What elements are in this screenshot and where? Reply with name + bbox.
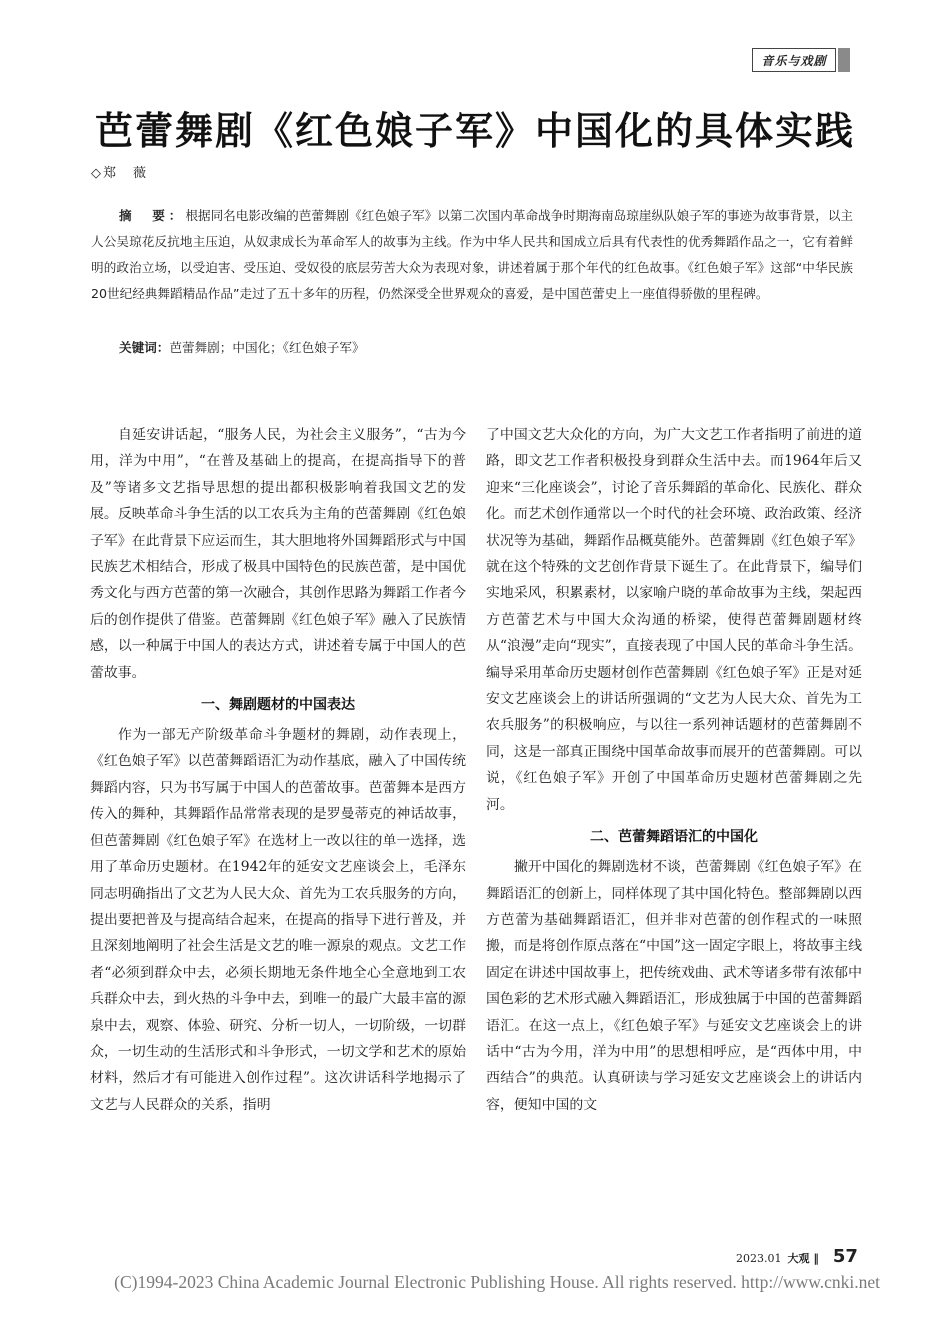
keywords-text: 芭蕾舞剧；中国化；《红色娘子军》 — [169, 340, 365, 355]
section-tag: 音乐与戏剧 — [752, 48, 836, 72]
section-heading-1: 一、舞剧题材的中国表达 — [201, 697, 355, 714]
body-column-right — [486, 422, 862, 1118]
article-title: 芭蕾舞剧《红色娘子军》中国化的具体实践 — [94, 109, 855, 153]
magazine-name: 大观 ‖ — [787, 1252, 819, 1265]
page-number: 57 — [832, 1246, 858, 1267]
abstract — [91, 203, 853, 307]
abstract-text: 根据同名电影改编的芭蕾舞剧《红色娘子军》以第二次国内革命战争时期海南岛琼崖纵队娘子军的事迹为故事背景，以主人公吴琼花反抗地主压迫，从奴隶成长为革命军人的故事为主线。作为中华人民共和国成立后具有代表性的优秀舞蹈作品之一，它有着鲜明的政治立场，以受迫害、受压迫、受奴役的底层劳苦大众为表现对象，讲述着属于那个年代的红色故事。《红色娘子军》这部“中华民族20世纪经典舞蹈精品作品”走过了五十多年的历程，仍然深受全世界观众的喜爱，是中国芭蕾史上一座值得骄傲的里程碑。 — [91, 208, 854, 301]
abstract-label: 摘 要： — [119, 208, 186, 223]
keywords-label: 关键词： — [119, 340, 170, 355]
page-footer — [736, 1246, 858, 1267]
paragraph: 作为一部无产阶级革命斗争题材的舞剧，动作表现上，《红色娘子军》以芭蕾舞蹈语汇为动作基底，融入了中国传统舞蹈内容，只为书写属于中国人的芭蕾故事。芭蕾舞本是西方传入的舞种，其舞蹈作品常常表现的是罗曼蒂克的神话故事，但芭蕾舞剧《红色娘子军》在选材上一改以往的单一选择，选用了革命历史题材。在1942年的延安文艺座谈会上，毛泽东同志明确指出了文艺为人民大众、首先为工农兵服务的方向，提出要把普及与提高结合起来，在提高的指导下进行普及，并且深刻地阐明了社会生活是文艺的唯一源泉的观点。文艺工作者“必须到群众中去，必须长期地无条件地全心全意地到工农兵群众中去，到火热的斗争中去，到唯一的最广大最丰富的源泉中去，观察、体验、研究、分析一切人，一切阶级，一切群众，一切生动的生活形式和斗争形式，一切文学和艺术的原始材料，然后才有可能进入创作过程”。这次讲话科学地揭示了文艺与人民群众的关系，指明 — [90, 727, 466, 1113]
keywords — [91, 337, 365, 356]
author: ◇郑 薇 — [91, 166, 148, 181]
paragraph: 自延安讲话起，“服务人民，为社会主义服务”，“古为今用，洋为中用”，“在普及基础上的提高，在提高指导下的普及”等诸多文艺指导思想的提出都积极影响着我国文艺的发展。反映革命斗争生活的以工农兵为主角的芭蕾舞剧《红色娘子军》在此背景下应运而生，其大胆地将外国舞蹈形式与中国民族艺术相结合，形成了极具中国特色的民族芭蕾，是中国优秀文化与西方芭蕾的第一次融合，其创作思路为舞蹈工作者今后的创作提供了借鉴。芭蕾舞剧《红色娘子军》融入了民族情感，以一种属于中国人的表达方式，讲述着专属于中国人的芭蕾故事。 — [90, 427, 466, 681]
paragraph: 撇开中国化的舞剧选材不谈，芭蕾舞剧《红色娘子军》在舞蹈语汇的创新上，同样体现了其中国化特色。整部舞剧以西方芭蕾为基础舞蹈语汇，但并非对芭蕾的创作程式的一味照搬，而是将创作原点落在“中国”这一固定字眼上，将故事主线固定在讲述中国故事上，把传统戏曲、武术等诸多带有浓郁中国色彩的艺术形式融入舞蹈语汇，形成独属于中国的芭蕾舞蹈语汇。在这一点上，《红色娘子军》与延安文艺座谈会上的讲话中“古为今用，洋为中用”的思想相呼应，是“西体中用，中西结合”的典范。认真研读与学习延安文艺座谈会上的讲话内容，便知中国的文 — [486, 859, 862, 1113]
paragraph: 了中国文艺大众化的方向，为广大文艺工作者指明了前进的道路，即文艺工作者积极投身到群众生活中去。而1964年后又迎来“三化座谈会”，讨论了音乐舞蹈的革命化、民族化、群众化。而艺术创作通常以一个时代的社会环境、政治政策、经济状况等为基础，舞蹈作品概莫能外。芭蕾舞剧《红色娘子军》就在这个特殊的文艺创作背景下诞生了。在此背景下，编导们实地采风，积累素材，以家喻户晓的革命故事为主线，架起西方芭蕾艺术与中国大众沟通的桥梁，使得芭蕾舞剧题材终从“浪漫”走向“现实”，直接表现了中国人民的革命斗争生活。编导采用革命历史题材创作芭蕾舞剧《红色娘子军》正是对延安文艺座谈会上的讲话所强调的“文艺为人民大众、首先为工农兵服务”的积极响应，与以往一系列神话题材的芭蕾舞剧不同，这是一部真正围绕中国革命故事而展开的芭蕾舞剧。可以说，《红色娘子军》开创了中国革命历史题材芭蕾舞剧之先河。 — [486, 427, 862, 813]
section-tag-bar — [838, 48, 850, 72]
copyright-watermark: (C)1994-2023 China Academic Journal Electronic Publishing House. All rights reserved. http://www.cnki.net — [114, 1272, 880, 1292]
issue-date: 2023.01 — [736, 1252, 782, 1265]
section-heading-2: 二、芭蕾舞蹈语汇的中国化 — [590, 829, 758, 846]
body-column-left — [90, 422, 466, 1118]
